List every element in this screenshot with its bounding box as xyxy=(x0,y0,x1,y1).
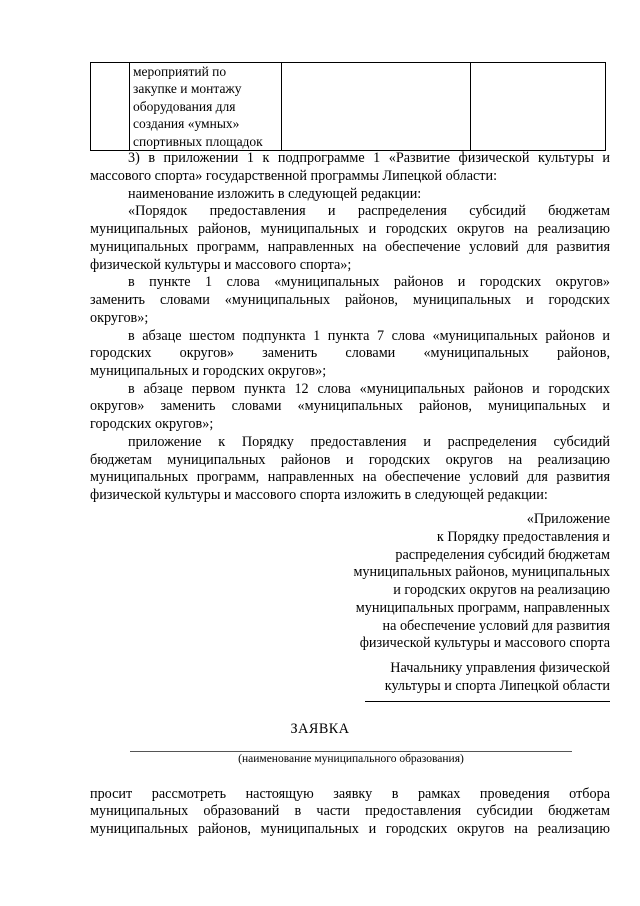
cell-line: создания «умных» xyxy=(133,116,240,132)
table-row xyxy=(91,63,606,151)
cell-line: оборудования для xyxy=(133,98,236,114)
appendix-header-line: муниципальных программ, направленных xyxy=(355,600,610,616)
appendix-header-line: на обеспечение условий для развития xyxy=(382,618,610,634)
table-cell-empty xyxy=(282,63,471,151)
table-cell-number xyxy=(91,63,130,151)
continuation-table xyxy=(90,62,606,151)
appendix-header-line: муниципальных районов, муниципальных xyxy=(353,564,610,580)
paragraph-line: наименование изложить в следующей редакции: xyxy=(128,186,422,202)
paragraph-line: физической культуры и массового спорта»; xyxy=(90,257,352,273)
municipality-name-rule xyxy=(130,751,572,752)
appendix-header-line: распределения субсидий бюджетам xyxy=(395,547,610,563)
appendix-header-line: к Порядку предоставления и xyxy=(436,529,610,545)
paragraph-line: заменить словами «муниципальных районов, муниципальных и городских xyxy=(90,292,610,308)
paragraph-line: просит рассмотреть настоящую заявку в рамках проведения отбора xyxy=(90,786,610,802)
cell-line: спортивных площадок xyxy=(133,133,263,149)
paragraph-line: городских округов»; xyxy=(90,416,214,432)
paragraph-line: в абзаце шестом подпункта 1 пункта 7 слова «муниципальных районов и xyxy=(128,328,610,344)
paragraph-line: 3) в приложении 1 к подпрограмме 1 «Развитие физической культуры и xyxy=(128,150,610,166)
paragraph-line: физической культуры и массового спорта изложить в следующей редакции: xyxy=(90,487,548,503)
cell-line: мероприятий по xyxy=(133,64,227,79)
paragraph-line: муниципальных районов, муниципальных и городских округов на реализацию xyxy=(90,221,610,237)
paragraph-line: «Порядок предоставления и распределения субсидий бюджетам xyxy=(128,203,610,219)
paragraph-line: округов» заменить словами «муниципальных районов, муниципальных и xyxy=(90,398,610,414)
appendix-header-line: «Приложение xyxy=(526,511,610,527)
paragraph-line: в пункте 1 слова «муниципальных районов и городских округов» xyxy=(128,274,610,290)
signature-rule xyxy=(365,701,610,702)
form-title: ЗАЯВКА xyxy=(290,721,350,737)
appendix-header-line: и городских округов на реализацию xyxy=(393,582,610,598)
paragraph-line: муниципальных образований в части предоставления субсидии бюджетам xyxy=(90,803,610,819)
addressee-line: культуры и спорта Липецкой области xyxy=(384,678,610,694)
paragraph-line: городских округов» заменить словами «муниципальных районов, xyxy=(90,345,610,361)
paragraph-line: приложение к Порядку предоставления и распределения субсидий xyxy=(128,434,610,450)
cell-line: закупке и монтажу xyxy=(133,81,242,97)
paragraph-line: муниципальных программ, направленных на обеспечение условий для развития xyxy=(90,239,610,255)
addressee-line: Начальнику управления физической xyxy=(390,660,610,676)
paragraph-line: муниципальных районов, муниципальных и городских округов на реализацию xyxy=(90,821,610,837)
table-cell-empty xyxy=(471,63,606,151)
paragraph-line: в абзаце первом пункта 12 слова «муниципальных районов и городских xyxy=(128,381,610,397)
paragraph-line: бюджетам муниципальных районов и городских округов на реализацию xyxy=(90,452,610,468)
municipality-name-caption: (наименование муниципального образования) xyxy=(238,753,464,765)
paragraph-line: муниципальных и городских округов»; xyxy=(90,363,327,379)
paragraph-line: округов»; xyxy=(90,310,149,326)
paragraph-line: массового спорта» государственной программы Липецкой области: xyxy=(90,168,498,184)
appendix-header-line: физической культуры и массового спорта xyxy=(359,635,610,651)
paragraph-line: муниципальных программ, направленных на обеспечение условий для развития xyxy=(90,469,610,485)
table-cell-event xyxy=(130,63,282,151)
